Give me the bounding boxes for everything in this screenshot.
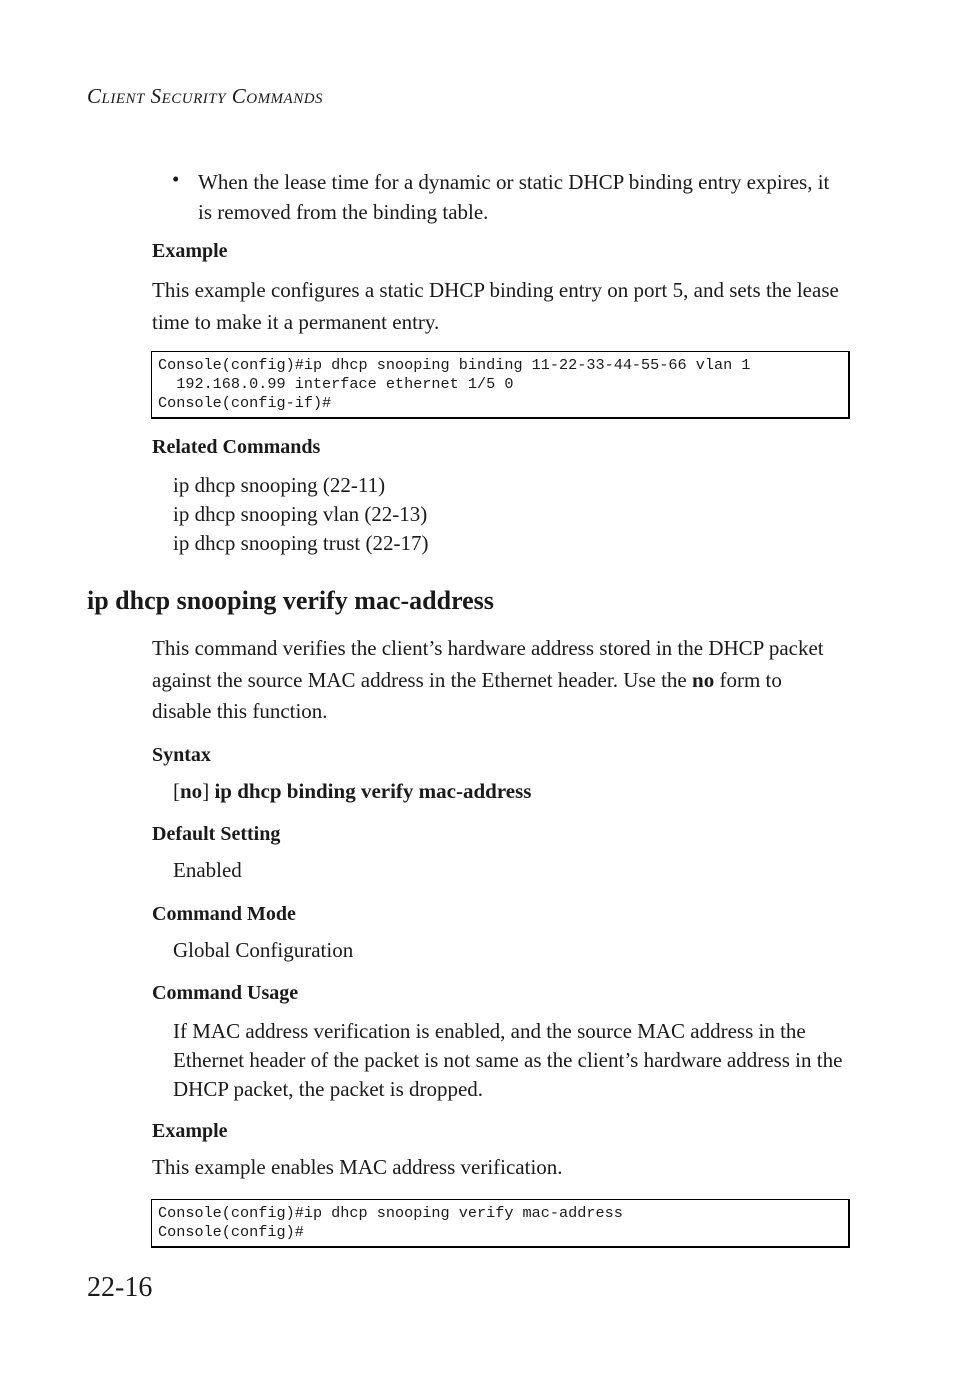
- header-word-2: ECURITY: [161, 91, 226, 107]
- header-word-1: LIENT: [101, 91, 145, 107]
- default-setting-label: Default Setting: [152, 823, 281, 845]
- default-setting-value: Enabled: [173, 858, 242, 882]
- header-word-3: OMMANDS: [246, 91, 324, 107]
- running-header: [87, 84, 323, 109]
- command-usage-label: Command Usage: [152, 982, 299, 1004]
- page-number: 22-16: [87, 1272, 153, 1303]
- related-command-link[interactable]: ip dhcp snooping vlan (22-13): [173, 502, 428, 526]
- header-cap-2: S: [150, 84, 162, 108]
- syntax-line: [173, 779, 531, 804]
- related-commands-label: Related Commands: [152, 436, 321, 458]
- syntax-no: no: [180, 779, 203, 803]
- header-cap-1: C: [87, 84, 102, 108]
- bullet-text: When the lease time for a dynamic or static DHCP binding entry expires, it is removed from the binding table.: [198, 170, 830, 224]
- related-command-link[interactable]: ip dhcp snooping (22-11): [173, 473, 386, 497]
- related-command-link[interactable]: ip dhcp snooping trust (22-17): [173, 531, 429, 555]
- syntax-bracket: [: [173, 779, 180, 803]
- command-usage-text: If MAC address verification is enabled, and the source MAC address in the Ethernet header of the packet is not same as the client’s hardware address in the DHCP packet, the packet is dropped.: [173, 1019, 843, 1101]
- syntax-command: ip dhcp binding verify mac-address: [209, 779, 532, 803]
- syntax-label: Syntax: [152, 744, 211, 766]
- description-keyword-no: no: [692, 667, 715, 692]
- example-description: This example enables MAC address verification.: [152, 1155, 563, 1179]
- command-mode-value: Global Configuration: [173, 938, 354, 962]
- description-text: This command verifies the client’s hardware address stored in the DHCP packet against the source MAC address in the Ethernet header. Use the: [152, 636, 824, 692]
- section-description: [152, 633, 844, 728]
- syntax-bracket: ]: [202, 779, 210, 803]
- example-description: This example configures a static DHCP binding entry on port 5, and sets the lease time to make it a permanent entry.: [152, 278, 839, 334]
- description-text-end: form to disable this function.: [152, 667, 782, 723]
- code-block: Console(config)#ip dhcp snooping verify mac-address Console(config)#: [151, 1199, 850, 1248]
- section-title: ip dhcp snooping verify mac-address: [87, 586, 494, 615]
- example-label: Example: [152, 240, 228, 262]
- header-cap-3: C: [231, 84, 247, 108]
- command-mode-label: Command Mode: [152, 903, 296, 925]
- example-label: Example: [152, 1120, 228, 1142]
- code-block: Console(config)#ip dhcp snooping binding 11-22-33-44-55-66 vlan 1 192.168.0.99 interface ethernet 1/5 0 Console(config-if)#: [151, 351, 850, 419]
- bullet-mark: •: [172, 167, 180, 191]
